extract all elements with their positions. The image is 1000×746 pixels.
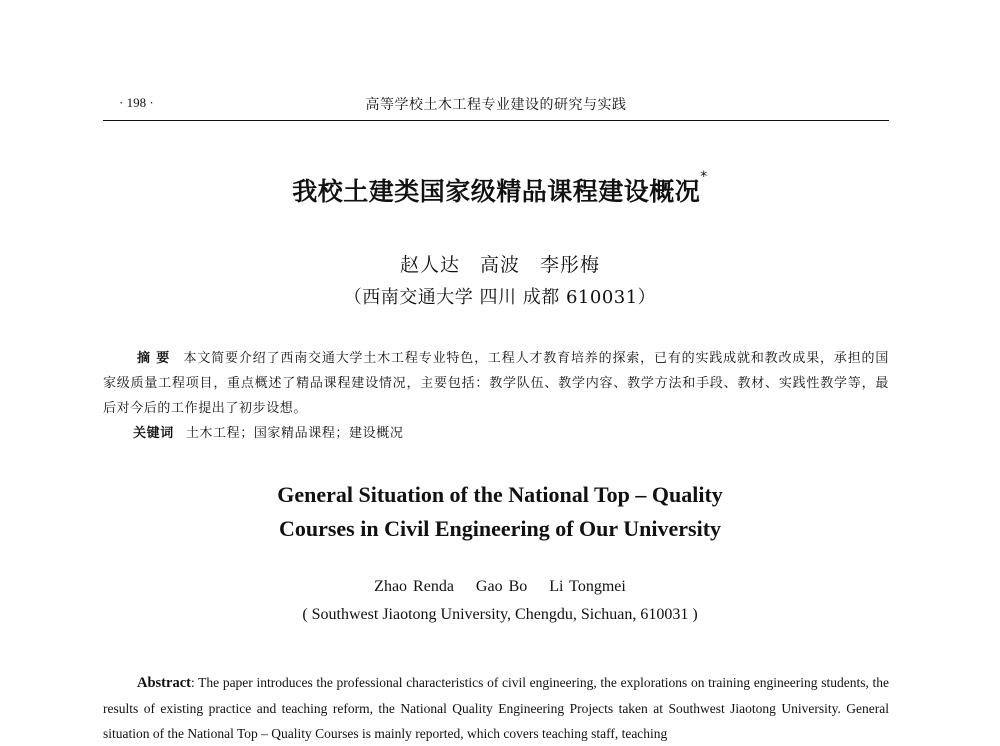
chinese-keywords-text: 土木工程；国家精品课程；建设概况 <box>185 426 404 441</box>
english-author-2: Gao Bo <box>475 578 528 595</box>
title-footnote-mark: * <box>700 169 708 185</box>
english-affiliation: ( Southwest Jiaotong University, Chengdu, Sichuan, 610031 ) <box>302 606 698 623</box>
chinese-title <box>0 169 1000 208</box>
chinese-title-text: 我校土建类国家级精品课程建设概况 <box>292 177 701 206</box>
chinese-abstract-text: 本文简要介绍了西南交通大学土木工程专业特色，工程人才教育培养的探索，已有的实践成就和教改成果，承担的国家级质量工程项目，重点概述了精品课程建设情况，主要包括：教学队伍、教学内容、教学方法和手段、教材、实践性教学等，最后对今后的工作提出了初步设想。 <box>103 351 889 416</box>
english-abstract-text: The paper introduces the professional characteristics of civil engineering, the explorations on training engineering students, the results of existing practice and teaching reform, the National Quality Engineering Projects taken at Southwest Jiaotong University. General situation of the National Top – Quality Courses is mainly reported, which covers teaching staff, teaching <box>103 675 889 741</box>
english-title-line-1: General Situation of the National Top – Quality <box>277 482 723 507</box>
english-author-3: Li Tongmei <box>549 578 626 595</box>
header-rule <box>103 120 889 121</box>
english-abstract-separator: : <box>190 675 199 690</box>
chinese-keywords <box>133 421 889 446</box>
english-author-1: Zhao Renda <box>374 578 454 595</box>
english-title <box>0 478 1000 546</box>
chinese-affiliation: （西南交通大学 四川 成都 610031） <box>343 287 657 308</box>
english-authors <box>0 578 1000 596</box>
chinese-authors: 赵人达 高波 李彤梅 <box>399 254 600 276</box>
chinese-keywords-label: 关键词 <box>133 426 174 441</box>
page-header <box>103 90 889 120</box>
chinese-abstract <box>103 346 889 421</box>
english-abstract <box>103 670 889 746</box>
chinese-abstract-label: 摘要 <box>137 351 176 366</box>
running-title: 高等学校土木工程专业建设的研究与实践 <box>365 97 627 113</box>
english-abstract-label: Abstract <box>137 675 191 691</box>
english-title-line-2: Courses in Civil Engineering of Our University <box>278 516 722 541</box>
page-number: · 198 · <box>119 95 154 110</box>
